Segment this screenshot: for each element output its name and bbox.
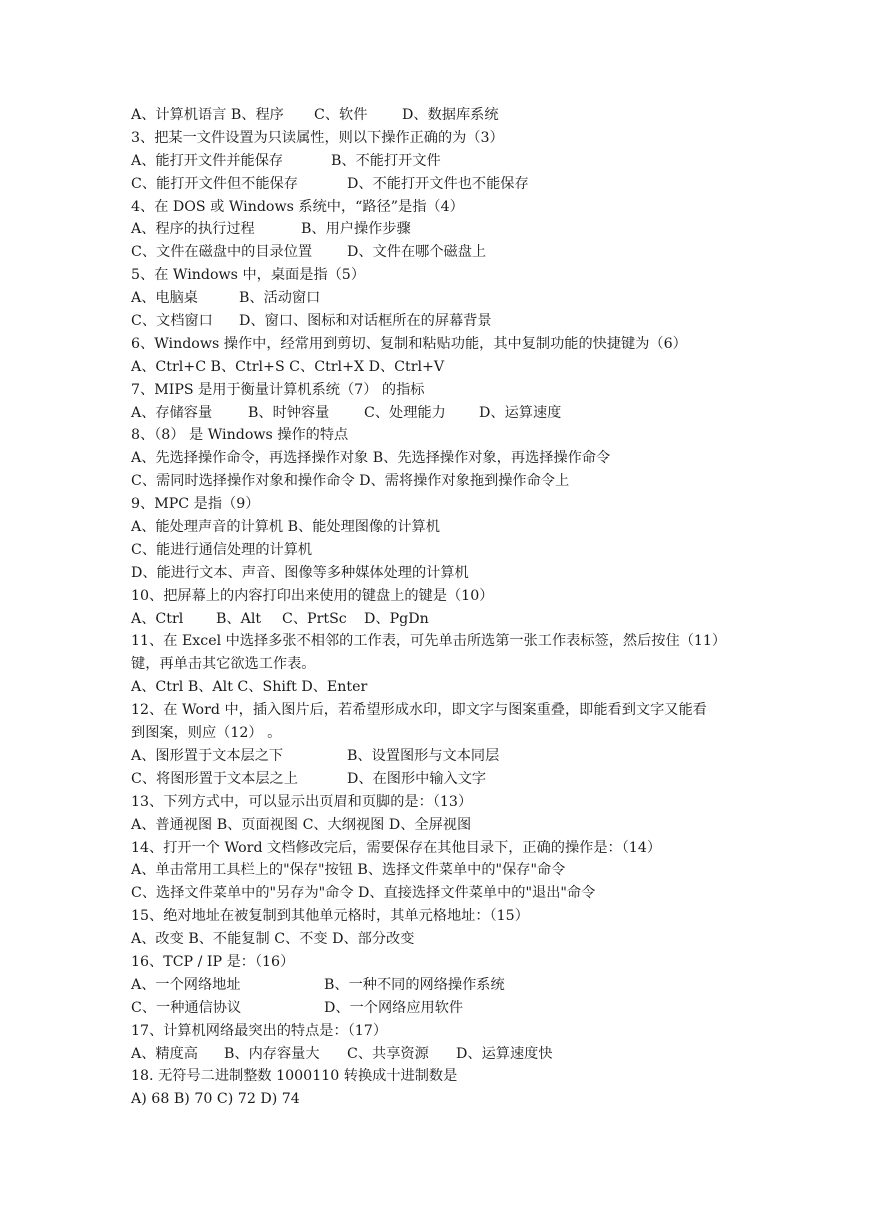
text-segment: D、在图形中输入文字: [347, 770, 487, 787]
text-segment: C、能进行通信处理的计算机: [131, 541, 313, 558]
text-segment: 10、把屏幕上的内容打印出来使用的键盘上的键是（10）: [131, 587, 494, 604]
text-line: [131, 653, 751, 676]
text-segment: C、需同时选择操作对象和操作命令 D、需将操作对象拖到操作命令上: [131, 473, 570, 490]
text-segment: 11、在 Excel 中选择多张不相邻的工作表，可先单击所选第一张工作表标签，然后按住（11）: [131, 633, 727, 650]
text-line: [131, 1088, 751, 1111]
text-segment: 18. 无符号二进制整数 1000110 转换成十进制数是: [131, 1068, 458, 1085]
text-segment: D、窗口、图标和对话框所在的屏幕背景: [239, 313, 492, 330]
text-segment: B、活动窗口: [239, 290, 321, 307]
text-line: [131, 722, 751, 745]
text-segment: 12、在 Word 中，插入图片后，若希望形成水印，即文字与图案重叠，即能看到文字又能看: [131, 702, 707, 719]
text-segment: A、计算机语言 B、程序: [131, 107, 284, 123]
text-line: [131, 676, 751, 699]
text-segment: B、一种不同的网络操作系统: [324, 976, 505, 993]
text-segment: 键，再单击其它欲选工作表。: [131, 656, 316, 673]
text-line: [131, 173, 751, 196]
text-segment: D、运算速度快: [456, 1045, 553, 1062]
text-line: [131, 608, 751, 631]
text-segment: D、不能打开文件也不能保存: [347, 175, 529, 192]
text-segment: A、电脑桌: [131, 290, 198, 307]
text-segment: A、先选择操作命令，再选择操作对象 B、先选择操作对象，再选择操作命令: [131, 450, 611, 467]
text-line: [131, 837, 751, 860]
text-segment: 13、下列方式中，可以显示出页眉和页脚的是：（13）: [131, 793, 473, 810]
text-line: [131, 241, 751, 264]
text-line: [131, 493, 751, 516]
text-segment: A、改变 B、不能复制 C、不变 D、部分改变: [131, 931, 415, 948]
text-segment: 15、绝对地址在被复制到其他单元格时，其单元格地址：（15）: [131, 908, 529, 925]
text-line: [131, 310, 751, 333]
text-segment: A、一个网络地址: [131, 976, 241, 993]
text-line: [131, 447, 751, 470]
text-segment: 16、TCP / IP 是：（16）: [131, 953, 295, 970]
text-segment: A、图形置于文本层之下: [131, 747, 284, 764]
text-segment: C、将图形置于文本层之上: [131, 770, 298, 787]
text-line: [131, 287, 751, 310]
text-line: [131, 402, 751, 425]
text-segment: C、一种通信协议: [131, 999, 242, 1016]
text-line: [131, 539, 751, 562]
text-segment: 6、Windows 操作中，经常用到剪切、复制和粘贴功能，其中复制功能的快捷键为（6）: [131, 335, 687, 352]
text-line: [131, 791, 751, 814]
text-segment: D、能进行文本、声音、图像等多种媒体处理的计算机: [131, 564, 469, 581]
text-line: [131, 699, 751, 722]
text-segment: A) 68 B) 70 C) 72 D) 74: [131, 1091, 300, 1108]
text-segment: B、不能打开文件: [331, 152, 441, 169]
text-line: [131, 928, 751, 951]
text-line: [131, 356, 751, 379]
text-segment: 9、MPC 是指（9）: [131, 496, 260, 513]
text-line: [131, 104, 751, 127]
text-line: [131, 951, 751, 974]
text-segment: D、运算速度: [479, 404, 562, 421]
text-segment: C、能打开文件但不能保存: [131, 175, 298, 192]
text-segment: C、选择文件菜单中的"另存为"命令 D、直接选择文件菜单中的"退出"命令: [131, 885, 596, 902]
text-segment: 17、计算机网络最突出的特点是：（17）: [131, 1022, 388, 1039]
text-segment: C、PrtSc: [282, 610, 347, 627]
text-segment: A、单击常用工具栏上的"保存"按钮 B、选择文件菜单中的"保存"命令: [131, 862, 566, 879]
text-line: [131, 218, 751, 241]
text-segment: D、PgDn: [364, 610, 429, 627]
text-line: [131, 424, 751, 447]
text-segment: 到图案，则应（12） 。: [131, 725, 282, 742]
text-line: [131, 127, 751, 150]
text-line: [131, 814, 751, 837]
text-line: [131, 585, 751, 608]
text-line: [131, 1065, 751, 1088]
text-segment: C、共享资源: [347, 1045, 429, 1062]
text-segment: D、数据库系统: [402, 107, 499, 123]
text-segment: C、文档窗口: [131, 313, 213, 330]
text-segment: A、Ctrl B、Alt C、Shift D、Enter: [131, 679, 368, 696]
text-segment: C、处理能力: [364, 404, 446, 421]
text-line: [131, 150, 751, 173]
text-line: [131, 882, 751, 905]
text-line: [131, 974, 751, 997]
text-segment: B、设置图形与文本同层: [347, 747, 500, 764]
text-segment: 14、打开一个 Word 文档修改完后，需要保存在其他目录下，正确的操作是：（14）: [131, 839, 662, 856]
text-segment: A、能打开文件并能保存: [131, 152, 284, 169]
text-line: [131, 1020, 751, 1043]
text-segment: C、文件在磁盘中的目录位置: [131, 244, 313, 261]
text-segment: B、Alt: [216, 610, 262, 627]
text-line: [131, 745, 751, 768]
text-segment: 7、MIPS 是用于衡量计算机系统（7） 的指标: [131, 381, 425, 398]
text-line: [131, 630, 751, 653]
text-line: [131, 264, 751, 287]
text-line: [131, 768, 751, 791]
text-line: [131, 379, 751, 402]
text-segment: D、一个网络应用软件: [324, 999, 464, 1016]
text-segment: B、用户操作步骤: [301, 221, 411, 238]
text-segment: B、时钟容量: [248, 404, 330, 421]
text-line: [131, 516, 751, 539]
text-segment: 5、在 Windows 中，桌面是指（5）: [131, 267, 366, 284]
text-segment: D、文件在哪个磁盘上: [347, 244, 487, 261]
text-line: [131, 333, 751, 356]
text-segment: A、精度高: [131, 1045, 198, 1062]
text-line: [131, 1043, 751, 1066]
document-page: [131, 104, 751, 1111]
text-segment: A、Ctrl: [131, 610, 184, 627]
text-line: [131, 859, 751, 882]
text-segment: C、软件: [314, 107, 368, 123]
text-segment: 4、在 DOS 或 Windows 系统中，“路径”是指（4）: [131, 198, 464, 215]
text-segment: 3、把某一文件设置为只读属性，则以下操作正确的为（3）: [131, 129, 504, 146]
text-segment: A、普通视图 B、页面视图 C、大纲视图 D、全屏视图: [131, 816, 472, 833]
text-segment: A、程序的执行过程: [131, 221, 255, 238]
text-line: [131, 196, 751, 219]
text-segment: 8、（8） 是 Windows 操作的特点: [131, 427, 349, 444]
text-segment: A、Ctrl+C B、Ctrl+S C、Ctrl+X D、Ctrl+V: [131, 358, 445, 375]
text-segment: B、内存容量大: [224, 1045, 320, 1062]
text-line: [131, 470, 751, 493]
text-line: [131, 997, 751, 1020]
text-segment: A、存储容量: [131, 404, 213, 421]
text-segment: A、能处理声音的计算机 B、能处理图像的计算机: [131, 519, 440, 536]
text-line: [131, 905, 751, 928]
text-line: [131, 562, 751, 585]
